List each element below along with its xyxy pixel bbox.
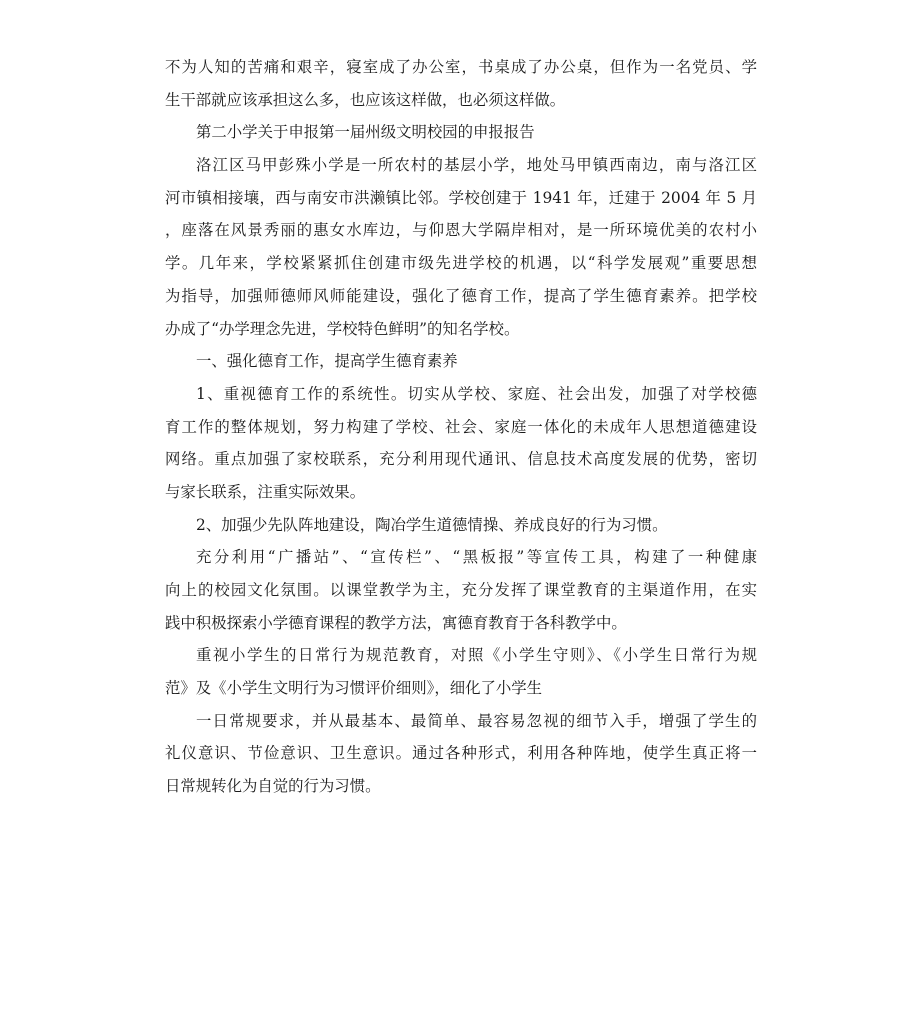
text-line: ，座落在风景秀丽的惠女水库边，与仰恩大学隔岸相对，是一所环境优美的农村小 bbox=[165, 221, 757, 240]
text-line: 与家长联系，注重实际效果。 bbox=[165, 482, 366, 501]
text-line: 办成了“办学理念先进，学校特色鲜明”的知名学校。 bbox=[165, 319, 520, 338]
text-line: 践中积极探索小学德育课程的教学方法，寓德育教育于各科教学中。 bbox=[165, 613, 627, 632]
section-heading: 一、强化德育工作，提高学生德育素养 bbox=[196, 352, 458, 371]
text-line: 向上的校园文化氛围。以课堂教学为主，充分发挥了课堂教育的主渠道作用，在实 bbox=[165, 581, 757, 599]
text-line: 1、重视德育工作的系统性。切实从学校、家庭、社会出发，加强了对学校德 bbox=[196, 384, 757, 403]
text-line: 2、加强少先队阵地建设，陶冶学生道德情操、养成良好的行为习惯。 bbox=[196, 515, 668, 534]
section-title: 第二小学关于申报第一届州级文明校园的申报报告 bbox=[196, 123, 535, 142]
text-line: 日常规转化为自觉的行为习惯。 bbox=[165, 777, 381, 796]
text-line: 育工作的整体规划，努力构建了学校、社会、家庭一体化的未成年人思想道德建设 bbox=[165, 417, 757, 436]
text-line: 学。几年来，学校紧紧抓住创建市级先进学校的机遇，以“科学发展观”重要思想 bbox=[165, 254, 757, 273]
text-line: 洛江区马甲彭殊小学是一所农村的基层小学，地处马甲镇西南边，南与洛江区 bbox=[196, 156, 757, 175]
text-line: 一日常规要求，并从最基本、最简单、最容易忽视的细节入手，增强了学生的 bbox=[196, 711, 757, 730]
text-line: 生干部就应该承担这么多，也应该这样做，也必须这样做。 bbox=[165, 90, 566, 109]
text-line: 网络。重点加强了家校联系，充分利用现代通讯、信息技术高度发展的优势，密切 bbox=[165, 450, 757, 469]
text-line: 范》及《小学生文明行为习惯评价细则》，细化了小学生 bbox=[165, 679, 543, 698]
document-page bbox=[165, 51, 757, 803]
text-line: 充分利用“广播站”、“宣传栏”、“黑板报”等宣传工具，构建了一种健康 bbox=[196, 548, 757, 567]
text-line: 河市镇相接壤，西与南安市洪濑镇比邻。学校创建于 1941 年，迁建于 2004 年 5 月 bbox=[165, 188, 757, 207]
text-line: 为指导，加强师德师风师能建设，强化了德育工作，提高了学生德育素养。把学校 bbox=[165, 286, 757, 305]
text-line: 重视小学生的日常行为规范教育，对照《小学生守则》、《小学生日常行为规 bbox=[196, 646, 757, 665]
text-line: 不为人知的苦痛和艰辛，寝室成了办公室，书桌成了办公桌，但作为一名党员、学 bbox=[165, 58, 757, 76]
text-line: 礼仪意识、节俭意识、卫生意识。通过各种形式，利用各种阵地，使学生真正将一 bbox=[165, 744, 757, 763]
